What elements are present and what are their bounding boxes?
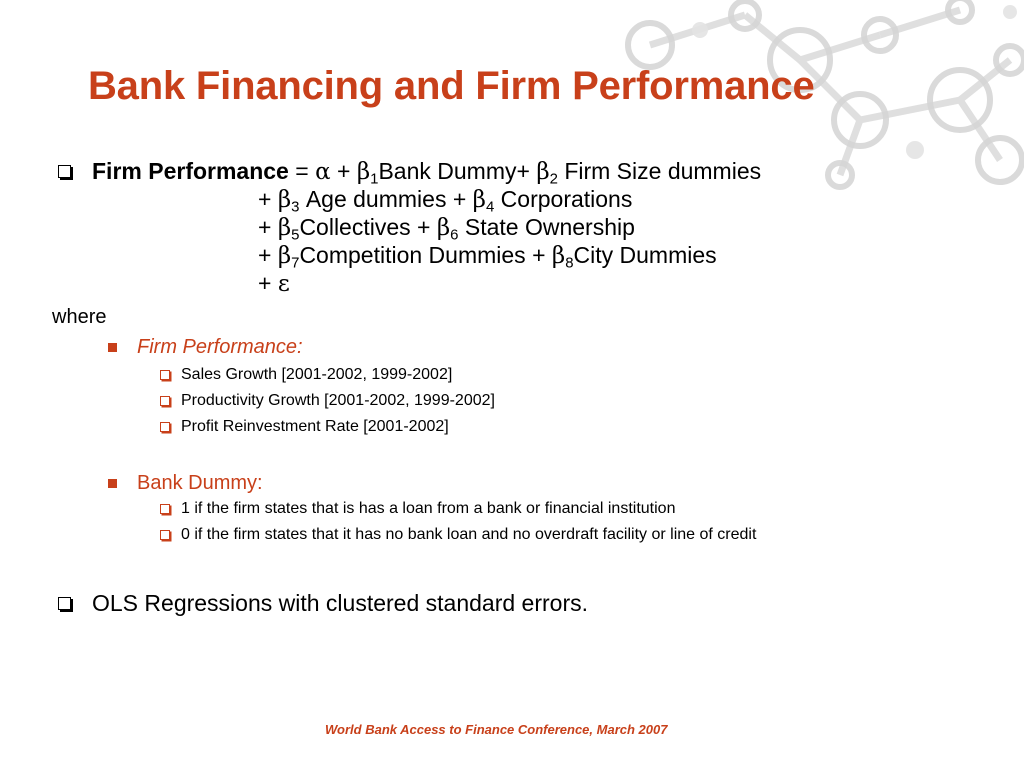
equation-line-2: + $\beta_3$ Age dummies + $\beta_4$ Corporations: [258, 186, 633, 216]
list-item: Profit Reinvestment Rate [2001-2002]: [181, 418, 449, 435]
epsilon-symbol: ε: [277, 271, 290, 297]
checkbox-bullet-icon: [58, 597, 71, 610]
bank-dummy-heading: Bank Dummy:: [137, 472, 263, 494]
footer-text: World Bank Access to Finance Conference, March 2007: [325, 722, 668, 737]
list-item: 1 if the firm states that is has a loan from a bank or financial institution: [181, 500, 676, 517]
where-label: where: [52, 306, 107, 328]
list-item: Productivity Growth [2001-2002, 1999-2002]: [181, 392, 495, 409]
checkbox-bullet-icon: [160, 422, 170, 432]
ols-regressions-text: OLS Regressions with clustered standard errors.: [92, 590, 588, 616]
equation-line-1: Firm Performance = $\alpha + \beta_1Bank$ Dummy+ $\beta_2$ Firm Size dummies: [92, 158, 762, 188]
square-bullet-icon: [108, 343, 117, 352]
equation-line-4: + $\beta_7Competition$ Dummies + $\beta_8City$ Dummies: [258, 242, 717, 272]
checkbox-bullet-icon: [160, 504, 170, 514]
list-item: 0 if the firm states that it has no bank loan and no overdraft facility or line of credit: [181, 526, 757, 543]
slide-title: Bank Financing and Firm Performance: [88, 64, 815, 108]
checkbox-bullet-icon: [160, 370, 170, 380]
equation-lhs: Firm Performance: [92, 158, 289, 184]
alpha-symbol: α: [315, 159, 331, 185]
square-bullet-icon: [108, 479, 117, 488]
checkbox-bullet-icon: [160, 530, 170, 540]
checkbox-bullet-icon: [160, 396, 170, 406]
firm-performance-heading: Firm Performance:: [137, 336, 303, 358]
list-item: Sales Growth [2001-2002, 1999-2002]: [181, 366, 453, 383]
checkbox-bullet-icon: [58, 165, 71, 178]
equation-line-3: + $\beta_5Collectives + \beta_6$ State Ownership: [258, 214, 635, 244]
equation-line-5: + ε: [258, 270, 290, 297]
